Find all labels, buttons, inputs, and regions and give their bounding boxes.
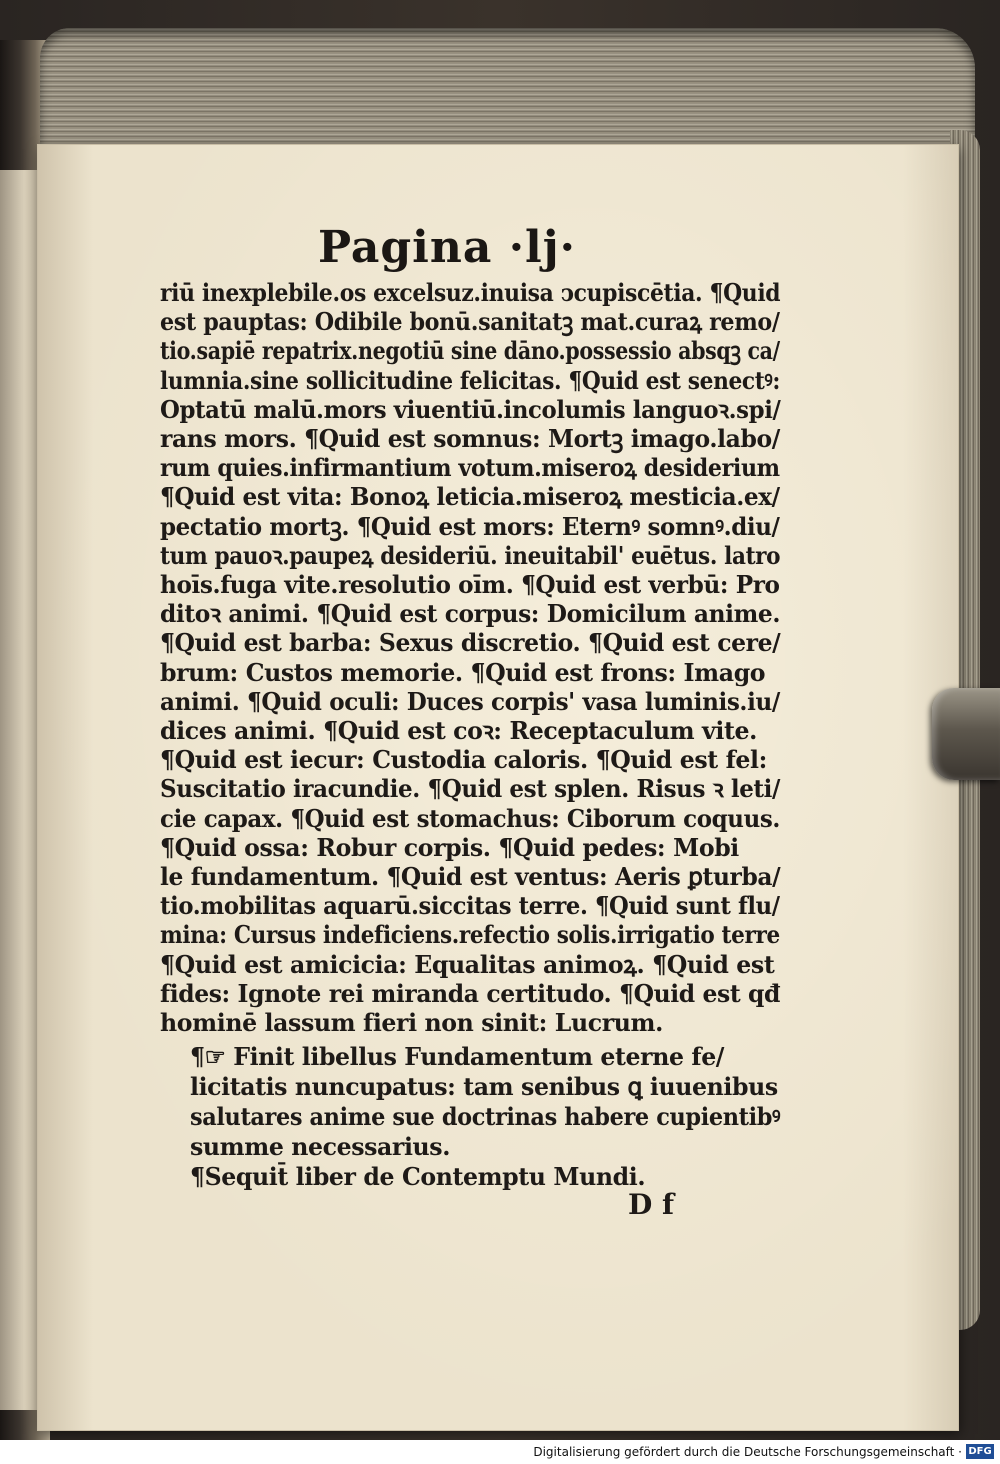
text-line: Suscitatio iracundie. ¶Quid est splen. Risus ꝛ leti/ (160, 774, 781, 804)
text-line: animi. ¶Quid oculi: Duces corpis' vasa luminis.iu/ (160, 686, 780, 716)
body-text (160, 278, 790, 1037)
text-line: hoīs.fuga vite.resolutio oīm. ¶Quid est verbū: Pro (160, 570, 780, 600)
text-line: hominē lassum fieri non sinit: Lucrum. (160, 1008, 663, 1038)
signature-mark: D f (628, 1188, 675, 1221)
text-line: ¶Quid est amicicia: Equalitas animoꝝ. ¶Quid est (160, 949, 775, 979)
text-line: tio.mobilitas aquarū.siccitas terre. ¶Quid sunt flu/ (160, 891, 780, 921)
text-line: ¶Quid est barba: Sexus discretio. ¶Quid est cere/ (160, 628, 781, 658)
text-line: ¶Quid est vita: Bonoꝝ leticia.miseroꝝ mesticia.ex/ (160, 482, 780, 512)
text-line: rum quies.infirmantium votum.miseroꝝ desiderium (160, 453, 780, 483)
page-heading: Pagina ·lj· (318, 222, 576, 273)
funding-credit: Digitalisierung gefördert durch die Deutsche Forschungsgemeinschaft · (533, 1445, 962, 1459)
text-line: mina: Cursus indeficiens.refectio solis.irrigatio terre (160, 920, 780, 950)
left-page-edge (0, 170, 40, 1410)
text-line: riū inexplebile.os excelsuz.inuisa ↄcupiscētia. ¶Quid (160, 278, 781, 307)
colophon-line: ¶☞ Finit libellus Fundamentum eterne fe/ (190, 1042, 725, 1071)
text-line: tio.sapiē repatrix.negotiū sine dāno.possessio absqꝫ ca/ (160, 336, 780, 366)
colophon-line: summe necessarius. (190, 1132, 451, 1161)
dfg-logo: DFG (966, 1444, 994, 1459)
text-line: dices animi. ¶Quid est coꝛ: Receptaculum vite. (160, 716, 757, 746)
text-line: le fundamentum. ¶Quid est ventus: Aeris ꝑturba/ (160, 862, 781, 892)
text-line: Optatū malū.mors viuentiū.incolumis languoꝛ.spi/ (160, 394, 781, 424)
colophon-line: licitatis nuncupatus: tam senibus ꝗ iuuenibus (190, 1072, 778, 1101)
text-line: ¶Quid est iecur: Custodia caloris. ¶Quid est fel: (160, 745, 767, 775)
page-clip (932, 688, 1000, 780)
footer-bar (0, 1440, 1000, 1464)
text-line: ditoꝛ animi. ¶Quid est corpus: Domicilum anime. (160, 599, 781, 629)
colophon (190, 1042, 790, 1192)
text-line: est pauptas: Odibile bonū.sanitatꝫ mat.curaꝝ remo/ (160, 307, 780, 337)
text-line: cie capax. ¶Quid est stomachus: Ciborum coquus. (160, 803, 780, 833)
colophon-line: ¶Sequit̄ liber de Contemptu Mundi. (190, 1162, 646, 1191)
text-line: tum pauoꝛ.paupeꝝ desideriū. ineuitabil' euētus. latro (160, 540, 781, 570)
text-line: fides: Ignote rei miranda certitudo. ¶Quid est qđ (160, 978, 781, 1008)
text-line: lumnia.sine sollicitudine felicitas. ¶Quid est senectꝰ: (160, 365, 780, 395)
text-line: pectatio mortꝫ. ¶Quid est mors: Eternꝰ somnꝰ.diu/ (160, 511, 780, 541)
colophon-line: salutares anime sue doctrinas habere cupientibꝰ (190, 1102, 781, 1131)
text-line: rans mors. ¶Quid est somnus: Mortꝫ imago.labo/ (160, 424, 780, 454)
text-line: ¶Quid ossa: Robur corpis. ¶Quid pedes: Mobi (160, 832, 739, 862)
text-line: brum: Custos memorie. ¶Quid est frons: Imago (160, 657, 766, 687)
